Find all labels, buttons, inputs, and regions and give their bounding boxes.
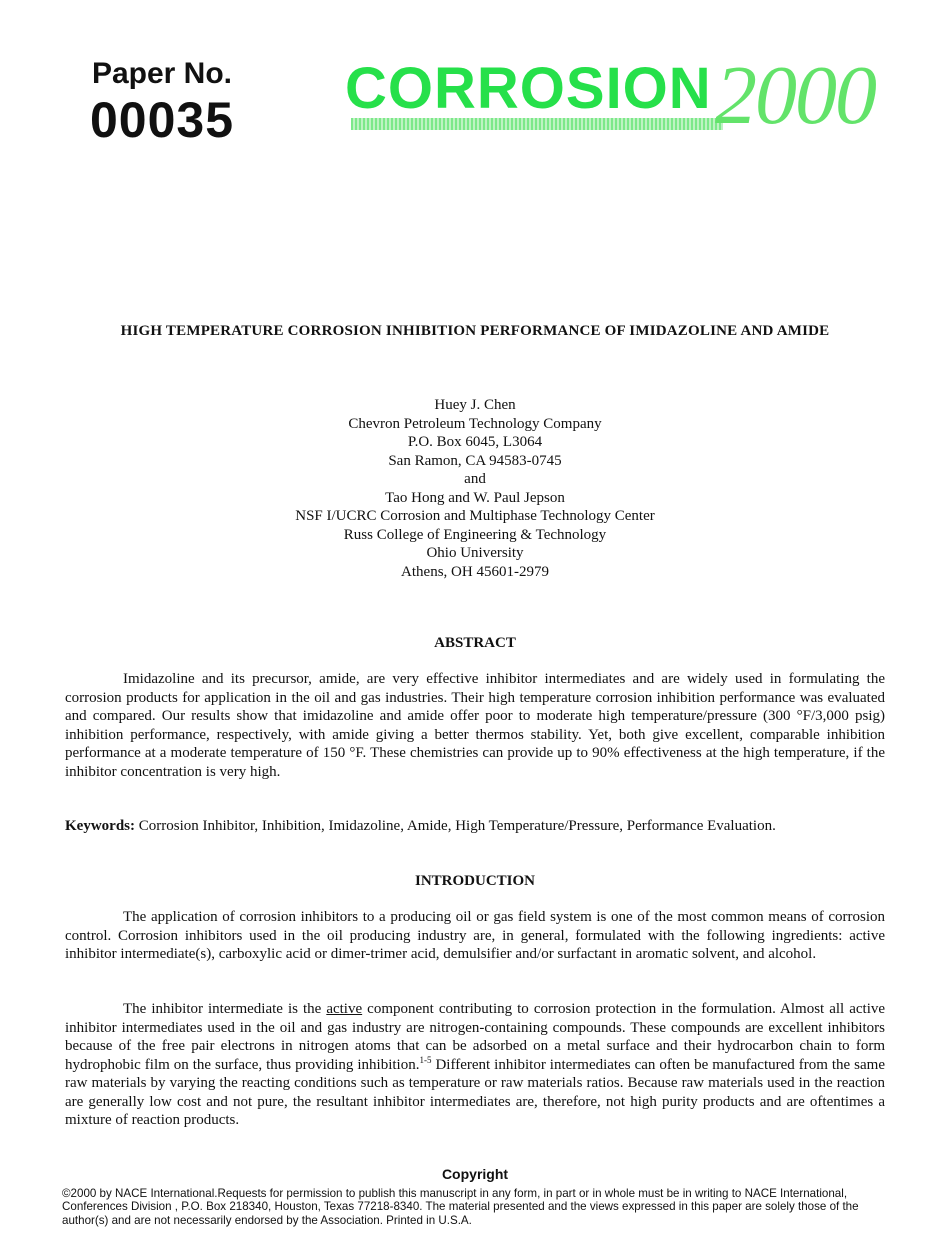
- copyright-text: ©2000 by NACE International.Requests for permission to publish this manuscript in any form, in part or in whole must be in writing to NACE International, Conferences Division , P.O. Box 218340, Houston, Texas 77218-8340. The material presented and the views expressed in this paper are solely those of the author(s) and are not necessarily endorsed by the Association. Printed in U.S.A.: [62, 1187, 859, 1227]
- corrosion-2000-logo: [345, 49, 875, 142]
- paper-title: HIGH TEMPERATURE CORROSION INHIBITION PERFORMANCE OF IMIDAZOLINE AND AMIDE: [120, 323, 830, 339]
- author-line: and: [464, 471, 486, 487]
- keywords-label: Keywords:: [65, 818, 135, 834]
- intro-p2-text: component contributing to corrosion protection in the formulation. Almost all active inhibitor intermediates used in the oil and gas industry are nitrogen-containing compounds. These compounds are excellent inhibitors because of the free pair electrons in nitrogen atoms that can be adsorbed on a metal surface and their hydrocarbon chain to form hydrophobic film on the surface, thus providing inhibition.: [65, 1001, 886, 1073]
- abstract-heading: ABSTRACT: [434, 635, 516, 651]
- paper-number-block: [62, 56, 262, 148]
- logo-word: CORROSION: [345, 56, 712, 121]
- intro-p2-text: The inhibitor intermediate is the: [123, 1001, 322, 1017]
- author-line: NSF I/UCRC Corrosion and Multiphase Technology Center: [295, 508, 655, 524]
- author-line: Huey J. Chen: [434, 397, 516, 413]
- active-underlined-word: active: [326, 1001, 363, 1017]
- intro-paragraph-2: [65, 1000, 885, 1130]
- author-block: [200, 396, 750, 581]
- author-line: Tao Hong and W. Paul Jepson: [385, 489, 565, 506]
- intro-p2-text: Different inhibitor intermediates can often be manufactured from the same raw materials by varying the reacting conditions such as temperature or raw materials ratios. Because raw materials used in the reaction are generally low cost and not pure, the resultant inhibitor intermediates are, therefore, not high purity products and are oftentimes a mixture of reaction products.: [65, 1056, 886, 1128]
- author-line: San Ramon, CA 94583-0745: [388, 452, 562, 469]
- author-line: Ohio University: [426, 545, 524, 561]
- reference-superscript: 1-5: [419, 1054, 432, 1065]
- intro-paragraph-1: The application of corrosion inhibitors to a producing oil or gas field system is one of the most common means of corrosion control. Corrosion inhibitors used in the oil producing industry are, in general, formulated with the following ingredients: active inhibitor intermediate(s), carboxylic acid or dimer-trimer acid, demulsifier and/or surfactant in aromatic solvent, and alcohol.: [65, 909, 885, 962]
- author-line: Athens, OH 45601-2979: [401, 563, 549, 580]
- paper-number-label: Paper No.: [91, 57, 233, 90]
- paper-number: 00035: [89, 92, 235, 148]
- keywords-text: Corrosion Inhibitor, Inhibition, Imidazoline, Amide, High Temperature/Pressure, Performance Evaluation.: [138, 818, 776, 834]
- logo-year: 2000: [715, 49, 875, 142]
- keywords: [65, 817, 885, 836]
- author-line: P.O. Box 6045, L3064: [407, 434, 543, 450]
- author-line: Russ College of Engineering & Technology: [343, 526, 607, 543]
- copyright-heading: Copyright: [441, 1166, 509, 1182]
- abstract-text: Imidazoline and its precursor, amide, are very effective inhibitor intermediates and are widely used in formulating the corrosion products for application in the oil and gas industries. Their high temperature corrosion inhibition performance was evaluated and compared. Our results show that imidazoline and amide offer poor to moderate high temperature/pressure (300 °F/3,000 psig) inhibition performance, respectively, with amide giving a better thermos stability. Yet, both give excellent, comparable inhibition performance at a moderate temperature of 150 °F. These chemistries can provide up to 90% effectiveness at the high temperature, if the inhibitor concentration is very high.: [65, 671, 885, 780]
- author-line: Chevron Petroleum Technology Company: [348, 415, 602, 432]
- introduction-heading: INTRODUCTION: [414, 873, 535, 889]
